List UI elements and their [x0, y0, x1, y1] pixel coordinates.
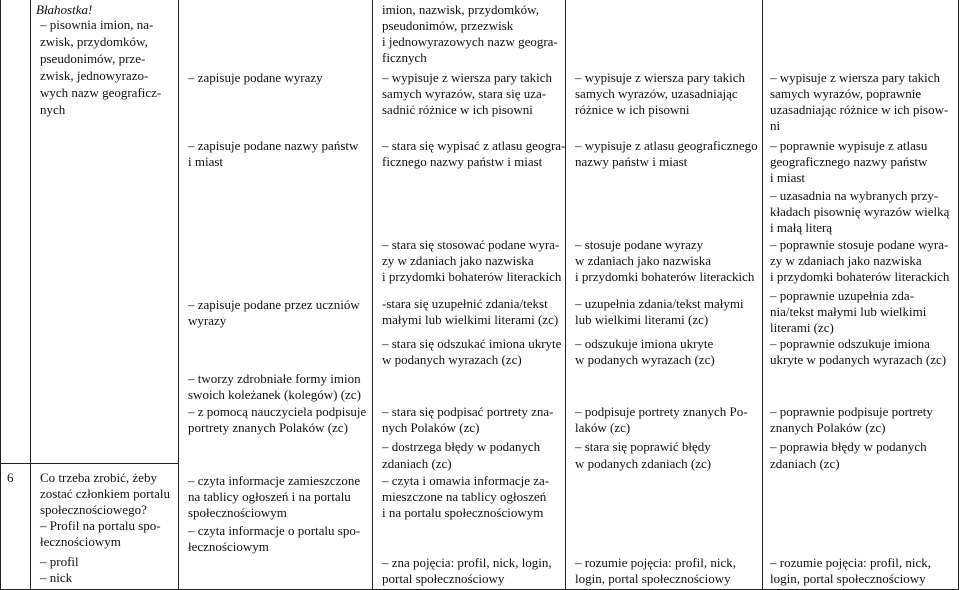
text-line: – zapisuje podane nazwy państw	[188, 138, 359, 153]
text-line: – stara się wypisać z atlasu geogra-	[382, 138, 566, 153]
text-line: zwisk, przydomków,	[40, 34, 148, 49]
text-line: – pisownia imion, na-	[40, 17, 154, 32]
text-line: pseudonimów, prze-	[40, 51, 146, 66]
text-line: – stara się poprawić błędy	[575, 439, 711, 454]
text-line: małymi lub wielkimi literami (zc)	[382, 312, 559, 327]
text-line: swoich koleżanek (kolegów) (zc)	[188, 387, 361, 402]
text-line: łecznościowym	[40, 534, 121, 549]
text-line: samych wyrazów, uzasadniając	[575, 86, 738, 101]
text-line: w podanych wyrazach (zc)	[575, 352, 715, 367]
table-border-right	[958, 0, 959, 590]
text-line: społecznościowego?	[40, 502, 147, 517]
table-border-left	[0, 0, 1, 590]
text-line: – rozumie pojęcia: profil, nick,	[770, 555, 932, 570]
text-line: zdaniach (zc)	[770, 456, 840, 471]
text-line: – stosuje podane wyrazy	[575, 237, 704, 252]
text-line: nia/tekst małymi lub wielkimi	[770, 304, 927, 319]
text-line: samych wyrazów, stara się uza-	[382, 86, 547, 101]
text-line: – poprawia błędy w podanych	[770, 439, 927, 454]
text-line: – poprawnie wypisuje z atlasu	[770, 138, 928, 153]
text-line: i małą literą	[770, 220, 833, 235]
text-line: i przydomki bohaterów literackich	[770, 269, 950, 284]
text-line: – stara się stosować podane wyra-	[382, 237, 560, 252]
text-line: – wypisuje z atlasu geograficznego	[575, 138, 758, 153]
text-line: i miast	[770, 170, 806, 185]
cell-heading: Błahostka!	[36, 2, 93, 17]
text-line: – poprawnie stosuje podane wyra-	[770, 237, 949, 252]
text-line: i przydomki bohaterów literackich	[575, 269, 755, 284]
text-line: – czyta informacje o portalu spo-	[188, 523, 361, 538]
text-line: łecznościowym	[188, 539, 269, 554]
text-line: – Profil na portalu spo-	[40, 518, 161, 533]
text-line: wyrazy	[188, 313, 227, 328]
text-line: – czyta i omawia informacje za-	[382, 473, 550, 488]
text-line: – wypisuje z wiersza pary takich	[575, 70, 746, 85]
text-line: w podanych wyrazach (zc)	[382, 352, 522, 367]
text-line: i jednowyrazowych nazw geogra-	[382, 34, 558, 49]
text-line: login, portal społecznościowy	[575, 571, 731, 586]
text-line: -stara się uzupełnić zdania/tekst	[382, 296, 548, 311]
text-line: – stara się podpisać portrety zna-	[382, 404, 554, 419]
row-number: 6	[7, 470, 14, 485]
text-line: – stara się odszukać imiona ukryte	[382, 336, 562, 351]
text-line: – poprawnie podpisuje portrety	[770, 404, 933, 419]
text-line: – uzasadnia na wybranych przy-	[770, 188, 939, 203]
text-line: laków (zc)	[575, 420, 631, 435]
text-line: znanych Polaków (zc)	[770, 420, 886, 435]
text-line: w podanych zdaniach (zc)	[575, 456, 712, 471]
text-line: pseudonimów, przezwisk	[382, 18, 514, 33]
text-line: – nick	[40, 570, 73, 585]
text-line: login, portal społecznościowy	[770, 571, 926, 586]
text-line: nazwy państw i miast	[575, 154, 688, 169]
text-line: lub wielkimi literami (zc)	[575, 312, 709, 327]
text-line: wych nazw geograficz-	[40, 85, 162, 100]
text-line: zy w zdaniach jako nazwiska	[382, 253, 534, 268]
text-line: zy w zdaniach jako nazwiska	[770, 253, 922, 268]
text-line: zdaniach (zc)	[382, 456, 452, 471]
text-line: – poprawnie uzupełnia zda-	[770, 288, 915, 303]
text-line: – poprawnie odszukuje imiona	[770, 336, 930, 351]
column-divider-3	[372, 0, 373, 590]
text-line: – zna pojęcia: profil, nick, login,	[382, 555, 552, 570]
text-line: – odszukuje imiona ukryte	[575, 336, 714, 351]
text-line: – tworzy zdrobniałe formy imion	[188, 371, 361, 386]
text-line: uzasadniając różnice w ich pisow-	[770, 102, 949, 117]
column-divider-2	[178, 0, 179, 590]
text-line: nych Polaków (zc)	[382, 420, 480, 435]
text-line: ni	[770, 118, 781, 133]
text-line: geograficznego nazwy państw	[770, 154, 928, 169]
column-divider-5	[762, 0, 763, 590]
text-line: – zapisuje podane wyrazy	[188, 70, 323, 85]
text-line: – wypisuje z wiersza pary takich	[382, 70, 553, 85]
text-line: w zdaniach jako nazwiska	[575, 253, 712, 268]
text-line: – podpisuje portrety znanych Po-	[575, 404, 748, 419]
text-line: i na portalu społecznościowym	[382, 505, 544, 520]
column-divider-4	[565, 0, 566, 590]
text-line: i miast	[188, 154, 224, 169]
text-line: mieszczone na tablicy ogłoszeń	[382, 489, 547, 504]
row-divider	[0, 463, 178, 464]
text-line: różnice w ich pisowni	[575, 102, 690, 117]
text-line: ficznych	[382, 50, 427, 65]
text-line: portal społecznościowy	[382, 571, 505, 586]
text-line: imion, nazwisk, przydomków,	[382, 2, 539, 17]
text-line: portrety znanych Polaków (zc)	[188, 420, 348, 435]
text-line: na tablicy ogłoszeń i na portalu	[188, 489, 351, 504]
text-line: sadnić różnice w ich pisowni	[382, 102, 533, 117]
text-line: samych wyrazów, poprawnie	[770, 86, 922, 101]
text-line: ficznego nazwy państw i miast	[382, 154, 543, 169]
text-line: zostać członkiem portalu	[40, 486, 170, 501]
text-line: – zapisuje podane przez uczniów	[188, 297, 360, 312]
text-line: kładach pisownię wyrazów wielką	[770, 204, 950, 219]
text-line: literami (zc)	[770, 320, 834, 335]
text-line: – uzupełnia zdania/tekst małymi	[575, 296, 744, 311]
text-line: – czyta informacje zamieszczone	[188, 473, 361, 488]
text-line: ukryte w podanych wyrazach (zc)	[770, 352, 947, 367]
text-line: nych	[40, 102, 66, 117]
text-line: – profil	[40, 554, 79, 569]
column-divider-1	[30, 0, 31, 590]
text-line: – z pomocą nauczyciela podpisuje	[188, 404, 367, 419]
text-line: społecznościowym	[188, 505, 287, 520]
text-line: zwisk, jednowyrazo-	[40, 68, 149, 83]
text-line: – wypisuje z wiersza pary takich	[770, 70, 941, 85]
text-line: Co trzeba zrobić, żeby	[40, 470, 157, 485]
text-line: – dostrzega błędy w podanych	[382, 439, 541, 454]
text-line: i przydomki bohaterów literackich	[382, 269, 562, 284]
text-line: – rozumie pojęcia: profil, nick,	[575, 555, 737, 570]
